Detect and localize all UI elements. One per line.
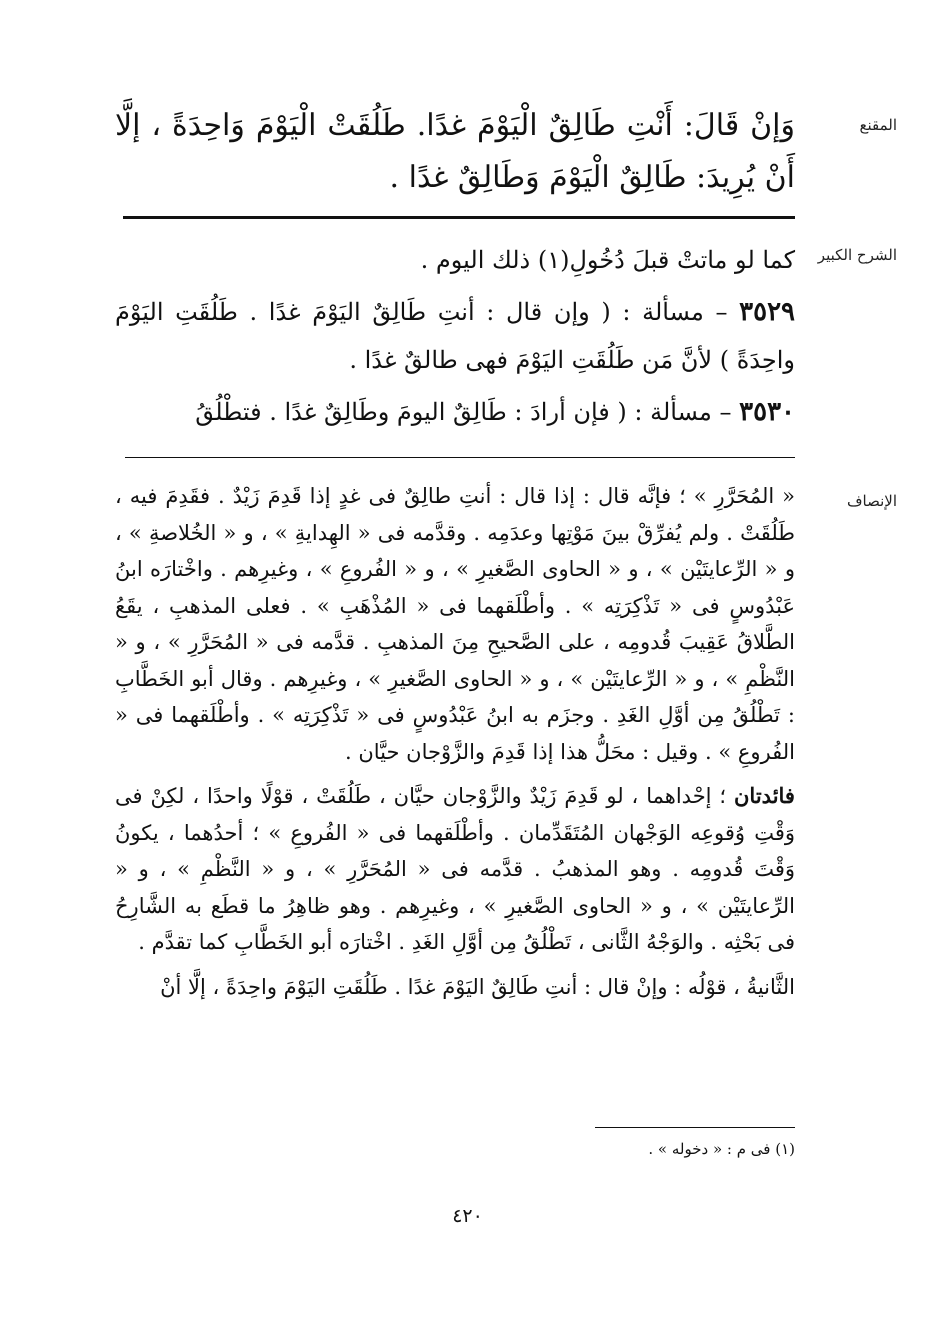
masala-number-2: ٣٥٣٠ bbox=[739, 397, 795, 427]
masala-text-2: – مسألة : ( فإن أرادَ : طَالِقٌ اليومَ وطَالِقٌ غدًا . فتطْلُقُ bbox=[195, 398, 732, 426]
sharh-masala-1 bbox=[115, 288, 795, 384]
section-divider-thin bbox=[125, 457, 795, 458]
insaf-lead-word: فائدتان bbox=[734, 783, 795, 808]
masala-number-1: ٣٥٢٩ bbox=[739, 297, 795, 327]
insaf-section bbox=[115, 478, 795, 1013]
insaf-paragraph-3: الثَّانيةُ ، قوْلُه : وإنْ قال : أنتِ طَالِقٌ اليَوْمَ غدًا . طَلُقَتِ اليَوْمَ واحِدَةً ، إلَّا أنْ bbox=[160, 974, 795, 999]
insaf-paragraph-2-text: ؛ إحْداهما ، لو قَدِمَ زَيْدٌ والزَّوْجان حيَّان ، طَلُقَتْ ، قوْلًا واحدًا ، لكِنْ فى وَقْتِ وُقوعِه الوَجْهان المُتَقَدِّمان . وأطْلَقهما فى « الفُروعِ » ؛ أحدُهما ، يكونُ وَقْتَ قُدومِه . وهو المذهبُ . قدَّمه فى « المُحَرَّرِ » ، و « النَّظْمِ » ، و « الرِّعايتَيْن » ، و « الحاوى الصَّغيرِ » ، وغيرِهم . وهو ظاهِرُ ما قطَع به الشَّارِحُ فى بَحْثِه . والوَجْهُ الثَّانى ، تَطْلُقُ مِن أوَّلِ الغَدِ . اخْتارَه أبو الخَطَّابِ كما تقدَّم . bbox=[115, 784, 795, 954]
margin-label-muqni: المقنع bbox=[859, 116, 897, 134]
sharh-section bbox=[115, 236, 795, 440]
footnote-divider bbox=[595, 1127, 795, 1128]
footnote: (١) فى م : « دخوله » . bbox=[648, 1140, 795, 1158]
page-number: ٤٢٠ bbox=[452, 1205, 483, 1227]
margin-label-insaf: الإنصاف bbox=[846, 492, 897, 510]
insaf-paragraph-2 bbox=[115, 778, 795, 961]
margin-label-sharh: الشرح الكبير bbox=[817, 246, 897, 264]
sharh-intro: كما لو ماتتْ قبلَ دُخُولِ(١) ذلك اليوم . bbox=[420, 246, 795, 274]
sharh-masala-2 bbox=[115, 388, 795, 436]
masala-text-1: – مسألة : ( وإن قال : أنتِ طَالِقٌ اليَوْمَ غدًا . طَلُقَتِ اليَوْمَ واحِدَةً ) لأنَّ مَن طَلُقَتِ اليَوْمَ فهى طالقٌ غدًا . bbox=[115, 298, 795, 374]
section-divider-thick bbox=[123, 216, 795, 219]
muqni-text: وَإنْ قَالَ: أَنْتِ طَالِقٌ الْيَوْمَ غدًا. طَلُقَتْ الْيَوْمَ وَاحِدَةً ، إلَّا أَنْ يُرِيدَ: طَالِقٌ الْيَوْمَ وَطَالِقٌ غدًا . bbox=[115, 108, 795, 195]
insaf-paragraph-1: « المُحَرَّرِ » ؛ فإنَّه قال : إذا قال : أنتِ طالِقٌ فى غدٍ إذا قَدِمَ زَيْدٌ . فقَدِمَ فيه ، طَلُقَتْ . ولم يُفرِّقْ بينَ مَوْتِها وعدَمِه . وقدَّمه فى « الهِدايةِ » ، و « الخُلاصةِ » ، و « الرِّعايتَيْن » ، و « الحاوى الصَّغيرِ » ، و « الفُروعِ » ، وغيرِهم . واخْتارَه ابنُ عَبْدُوسٍ فى « تَذْكِرَتِه » . وأطْلَقهما فى « المُذْهَبِ » . فعلى المذهبِ ، يقَعُ الطَّلاقُ عَقِيبَ قُدومِه ، على الصَّحيحِ مِنَ المذهبِ . قدَّمه فى « المُحَرَّرِ » ، و « النَّظْمِ » ، و « الرِّعايتَيْن » ، و « الحاوى الصَّغيرِ » ، وغيرِهم . وقال أبو الخَطَّابِ : تَطْلُقُ مِن أوَّلِ الغَدِ . وجزَم به ابنُ عَبْدُوسٍ فى « تَذْكِرَتِه » . وأطْلَقهما فى « الفُروعِ » . وقيل : محَلُّ هذا إذا قَدِمَ والزَّوْجان حيَّان . bbox=[115, 484, 795, 764]
